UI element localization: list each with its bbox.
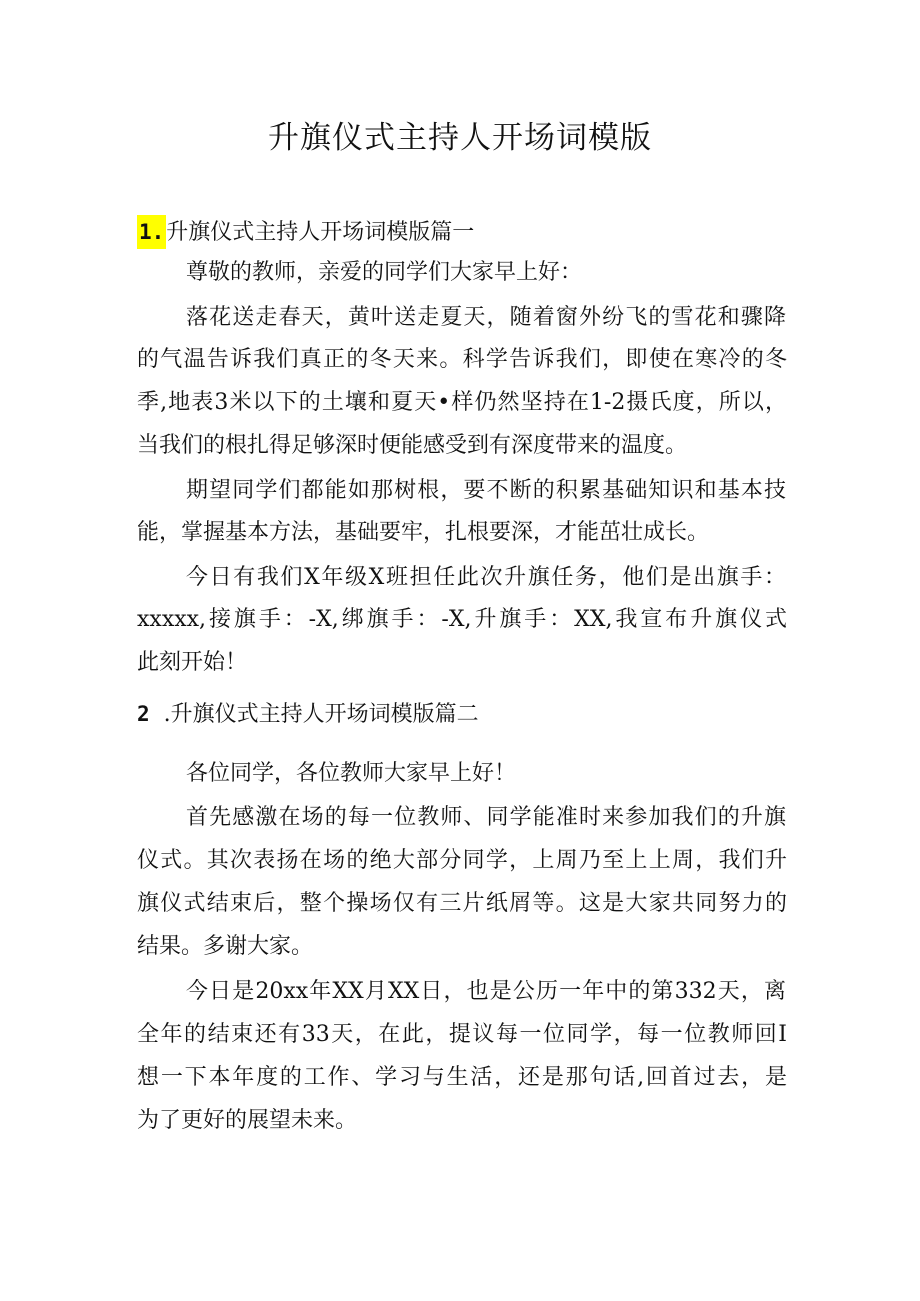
section-1-heading-text: 升旗仪式主持人开场词模版篇一 [166,220,475,245]
paragraph-line: 旗仪式结束后，整个操场仅有三片纸屑等。这是大家共同努力的 [137,891,787,916]
document-title: 升旗仪式主持人开场词模版 [268,120,652,156]
paragraph-line: 首先感激在场的每一位教师、同学能准时来参加我们的升旗 [186,805,786,830]
paragraph-line: 今日是20xx年XX月XX日，也是公历一年中的第332天，离 [186,979,786,1004]
paragraph-line: 的气温告诉我们真正的冬天来。科学告诉我们，即使在寒冷的冬 [137,347,787,372]
section-1-heading [137,215,787,249]
section-1-greeting: 尊敬的教师，亲爱的同学们大家早上好： [186,260,583,285]
paragraph-line: 为了更好的展望未来。 [137,1108,358,1133]
paragraph-line: 季,地表3米以下的土壤和夏天•样仍然坚持在1-2摄氏度，所以， [137,390,787,415]
section-2-heading [137,699,787,730]
paragraph-line: xxxxx,接旗手：-X,绑旗手：-X,升旗手：XX,我宣布升旗仪式 [137,607,787,632]
paragraph-line: 全年的结束还有33天，在此，提议每一位同学，每一位教师回I [137,1022,787,1047]
paragraph-line: 今日有我们X年级X班担任此次升旗任务，他们是出旗手： [186,565,786,590]
paragraph-line: 当我们的根扎得足够深时便能感受到有深度带来的温度。 [137,433,688,458]
paragraph-line: 结果。多谢大家。 [137,934,314,959]
paragraph-line: 想一下本年度的工作、学习与生活，还是那句话,回首过去，是 [137,1065,787,1090]
paragraph-line: 能，掌握基本方法，基础要牢，扎根要深，才能茁壮成长。 [137,520,710,545]
paragraph-line: 期望同学们都能如那树根，要不断的积累基础知识和基本技 [186,478,786,503]
paragraph-line: 此刻开始！ [137,650,248,675]
paragraph-line: 落花送走春天，黄叶送走夏天，随着窗外纷飞的雪花和骤降 [186,305,786,330]
section-2-greeting: 各位同学，各位教师大家早上好！ [186,761,517,786]
section-2-heading-text: .升旗仪式主持人开场词模版篇二 [163,702,479,727]
section-1-number: 1. [137,215,166,249]
paragraph-line: 仪式。其次表扬在场的绝大部分同学，上周乃至上上周，我们升 [137,848,787,873]
section-2-number: 2 [137,702,150,726]
